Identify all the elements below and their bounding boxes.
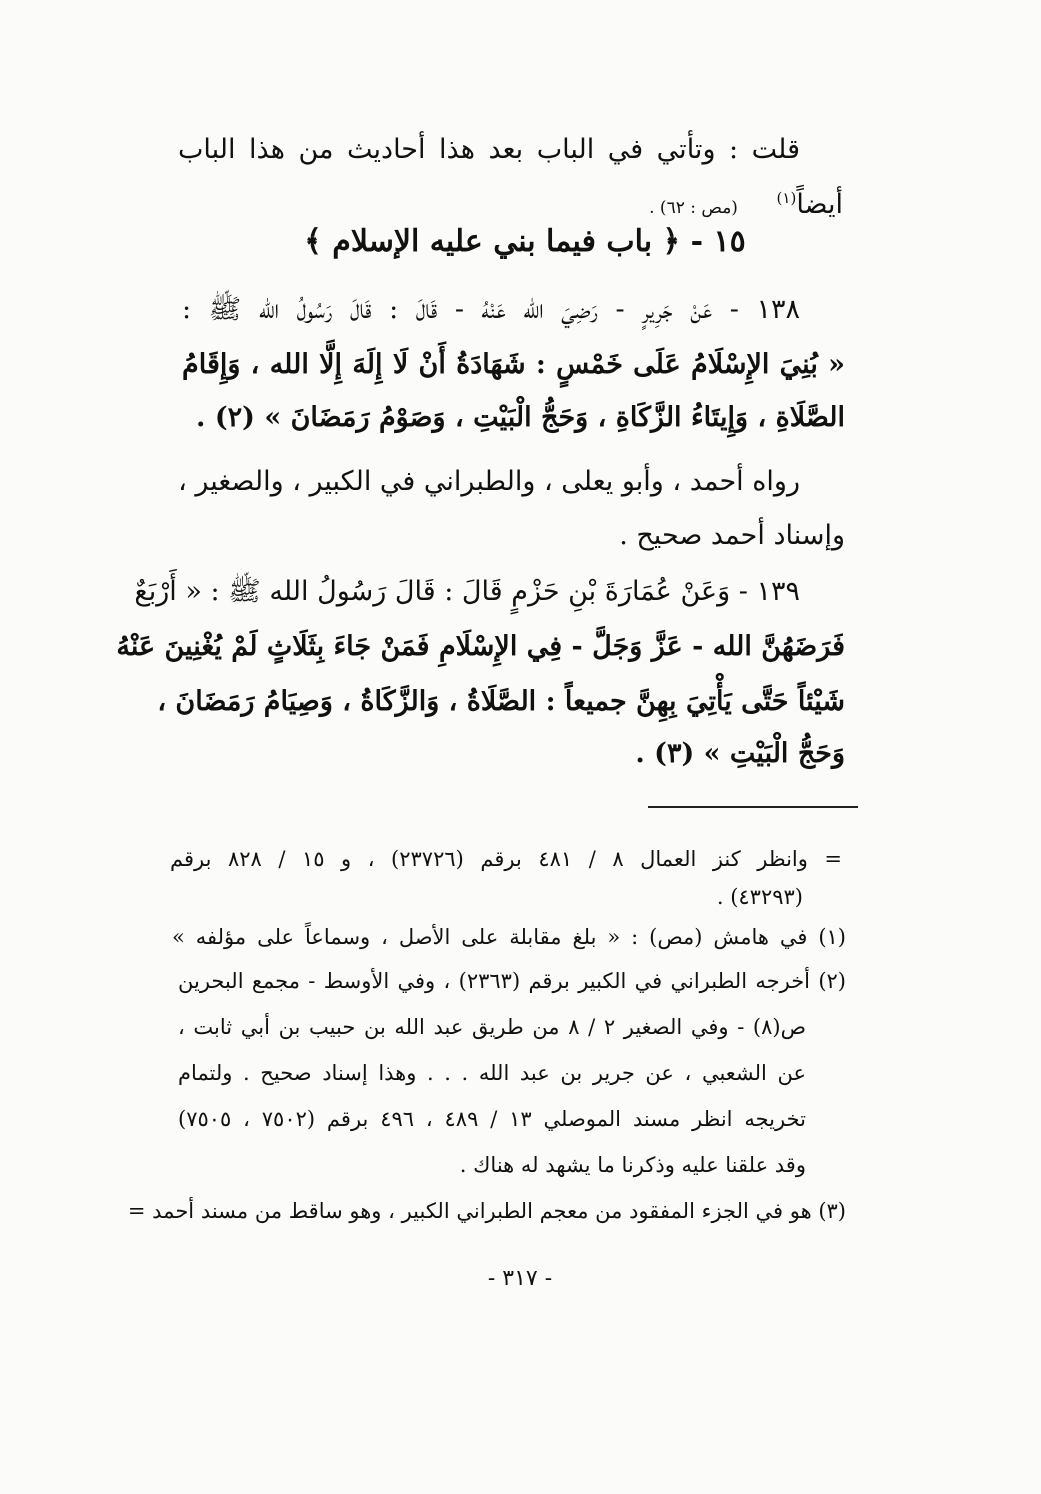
hadith-138-line-3: الصَّلَاةِ ، وَإِيتَاءُ الزَّكَاةِ ، وَحَجُّ الْبَيْتِ ، وَصَوْمُ رَمَضَانَ » (٢) .: [196, 402, 845, 433]
intro-line-1: قلت : وتأتي في الباب بعد هذا أحاديث من هذا الباب: [178, 134, 800, 165]
footnote-separator: [648, 806, 858, 808]
footnote-2-line-4: تخريجه انظر مسند الموصلي ١٣ / ٤٨٩ ، ٤٩٦ برقم (٧٥٠٢ ، ٧٥٠٥): [178, 1107, 806, 1131]
footnote-continuation-line-1: = وانظر كنز العمال ٨ / ٤٨١ برقم (٢٣٧٢٦) ، و ١٥ / ٨٢٨ برقم: [170, 847, 843, 871]
section-title: ١٥ - ﴿ باب فيما بني عليه الإسلام ﴾: [304, 224, 746, 259]
footnote-continuation-line-2: (٤٣٢٩٣) .: [716, 885, 803, 909]
hadith-139-line-1: ١٣٩ - وَعَنْ عُمَارَةَ بْنِ حَزْمٍ قَالَ : قَالَ رَسُولُ الله ﷺ : « أَرْبَعٌ: [134, 576, 800, 607]
hadith-138-line-1: ١٣٨ - عَنْ جَرِيرٍ - رَضِيَ الله عَنْهُ - قَالَ : قَالَ رَسُولُ الله ﷺ :: [182, 294, 800, 325]
source-reference: (مص : ٦٢) .: [649, 198, 738, 218]
hadith-138-line-2: « بُنِيَ الإِسْلَامُ عَلَى خَمْسٍ : شَهَادَةُ أَنْ لَا إِلَهَ إِلَّا الله ، وَإِقَامُ: [182, 349, 845, 380]
hadith-139-line-3: شَيْئاً حَتَّى يَأْتِيَ بِهِنَّ جميعاً : الصَّلَاةُ ، وَالزَّكَاةُ ، وَصِيَامُ رَمَضَانَ ،: [157, 686, 845, 717]
footnote-1: (١) في هامش (مص) : « بلغ مقابلة على الأصل ، وسماعاً على مؤلفه »: [172, 925, 846, 949]
narration-line-2: وإسناد أحمد صحيح .: [619, 520, 845, 551]
intro-word: أيضاً: [796, 189, 843, 220]
hadith-139-line-2: فَرَضَهُنَّ الله - عَزَّ وَجَلَّ - فِي الإِسْلَامِ فَمَنْ جَاءَ بِثَلَاثٍ لَمْ يُغْنِينَ عَنْهُ: [116, 631, 845, 662]
footnote-2-line-5: وقد علقنا عليه وذكرنا ما يشهد له هناك .: [459, 1153, 806, 1177]
page-number: - ٣١٧ -: [487, 1266, 553, 1291]
footnote-3: (٣) هو في الجزء المفقود من معجم الطبراني الكبير ، وهو ساقط من مسند أحمد =: [127, 1199, 846, 1223]
footnote-marker-1: (١): [776, 189, 797, 207]
footnote-2-line-3: عن الشعبي ، عن جرير بن عبد الله . . . وهذا إسناد صحيح . ولتمام: [178, 1061, 806, 1085]
narration-line-1: رواه أحمد ، وأبو يعلى ، والطبراني في الكبير ، والصغير ،: [178, 466, 800, 497]
footnote-2-line-2: ص(٨) - وفي الصغير ٢ / ٨ من طريق عبد الله بن حبيب بن أبي ثابت ،: [178, 1015, 806, 1039]
footnote-2-line-1: (٢) أخرجه الطبراني في الكبير برقم (٢٣٦٣) ، وفي الأوسط - مجمع البحرين: [178, 969, 846, 993]
hadith-139-line-4: وَحَجُّ الْبَيْتِ » (٣) .: [635, 738, 845, 769]
